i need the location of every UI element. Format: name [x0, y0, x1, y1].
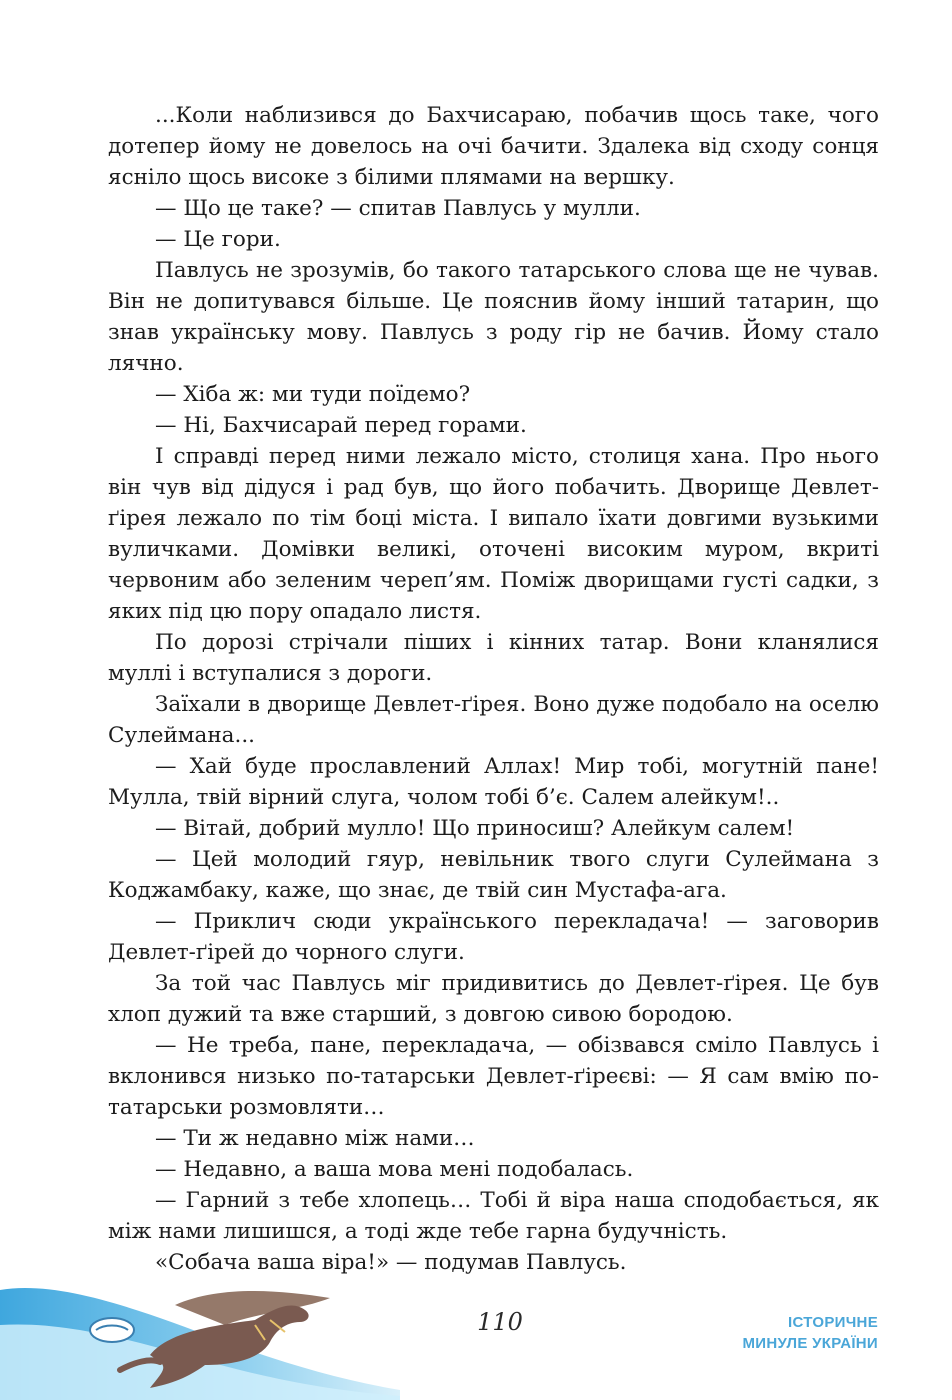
- paragraph: Заїхали в дворище Девлет-ґірея. Воно дуже подобало на оселю Сулеймана...: [108, 692, 879, 748]
- footer-horse-illustration: [0, 1270, 400, 1400]
- page-number: 110: [477, 1308, 523, 1336]
- cloak-icon: [175, 1291, 330, 1325]
- paragraph: — Гарний з тебе хлопець… Тобі й віра наша сподобається, як між нами лишишся, а тоді жде тебе гарна будучність.: [108, 1188, 879, 1244]
- paragraph: І справді перед ними лежало місто, столиця хана. Про нього він чув від дідуся і рад був, що його побачить. Дворище Девлет-ґірея лежало по тім боці міста. І випало їхати довгими вузькими вуличками. Домівки великі, оточені високим муром, вкриті червоним або зеленим череп’ям. Поміж дворищами густі садки, з яких під цю пору опадало листя.: [108, 444, 879, 624]
- paragraph: Павлусь не зрозумів, бо такого татарського слова ще не чував. Він не допитувався більше. Це пояснив йому інший татарин, що знав українську мову. Павлусь з роду гір не бачив. Йому стало лячно.: [108, 258, 879, 376]
- paragraph: ...Коли наблизився до Бахчисараю, побачив щось таке, чого дотепер йому не довелось на очі бачити. Здалека від сходу сонця ясніло щось високе з білими плямами на вершку.: [108, 103, 879, 190]
- paragraph: — Ні, Бахчисарай перед горами.: [155, 413, 527, 438]
- paragraph: По дорозі стрічали піших і кінних татар. Вони кланялися муллі і вступалися з дороги.: [108, 630, 879, 686]
- section-title-line: ІСТОРИЧНЕ: [788, 1314, 878, 1331]
- paragraph: — Це гори.: [155, 227, 281, 252]
- paragraph: — Вітай, добрий мулло! Що приносиш? Алейкум салем!: [155, 816, 795, 841]
- paragraph: — Не треба, пане, перекладача, — обізвався сміло Павлусь і вклонився низько по-татарськи Девлет-ґіреєві: — Я сам вмію по-татарськи розмовляти…: [108, 1033, 879, 1120]
- paragraph: «Собача ваша віра!» — подумав Павлусь.: [155, 1250, 627, 1275]
- paragraph: — Ти ж недавно між нами…: [155, 1126, 475, 1151]
- paragraph: — Приклич сюди українського перекладача! — заговорив Девлет-ґірей до чорного слуги.: [108, 909, 879, 965]
- paragraph: — Хіба ж: ми туди поїдемо?: [155, 382, 471, 407]
- section-title-line: МИНУЛЕ УКРАЇНИ: [742, 1335, 878, 1352]
- paragraph: За той час Павлусь міг придивитись до Девлет-ґірея. Це був хлоп дужий та вже старший, з довгою сивою бородою.: [108, 971, 879, 1027]
- paragraph: — Хай буде прославлений Аллах! Мир тобі, могутній пане! Мулла, твій вірний слуга, чолом тобі б’є. Салем алейкум!..: [108, 754, 879, 810]
- story-text: [108, 100, 879, 1278]
- paragraph: — Недавно, а ваша мова мені подобалась.: [155, 1157, 634, 1182]
- section-title: [742, 1312, 878, 1354]
- paragraph: — Що це таке? — спитав Павлусь у мулли.: [155, 196, 641, 221]
- paragraph: — Цей молодий гяур, невільник твого слуги Сулеймана з Коджамбаку, каже, що знає, де твій син Мустафа-ага.: [108, 847, 879, 903]
